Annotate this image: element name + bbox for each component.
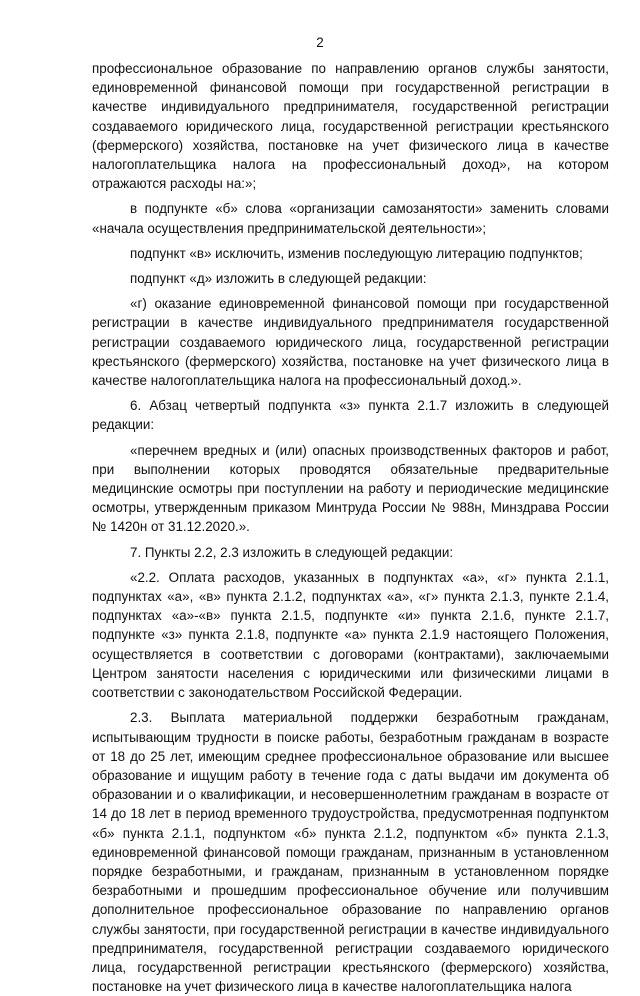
paragraph-6: 6. Абзац четвертый подпункта «з» пункта 2.1.7 изложить в следующей редакции: [92,398,609,433]
paragraph-7: «перечнем вредных и (или) опасных производственных факторов и работ, при выполнении которых проводятся обязательные предварительные медицинские осмотры при поступлении на работу и периодические медицинские осмотры, утвержденным приказом Минтруда России № 988н, Минздрава России № 1420н от 31.12.2020.». [92,442,609,535]
page-number: 2 [316,35,324,50]
paragraph-3: подпункт «в» исключить, изменив последующую литерацию подпунктов; [130,245,583,261]
paragraph-9: «2.2. Оплата расходов, указанных в подпунктах «а», «г» пункта 2.1.1, подпунктах «а», «в» пункта 2.1.2, подпунктах «а», «г» пункта 2.1.3, пункте 2.1.4, подпунктах «а»-«в» пункта 2.1.5, подпункте «и» пункта 2.1.6, пункте 2.1.7, подпункте «з» пункта 2.1.8, подпункте «а» пункта 2.1.9 настоящего Положения, осуществляется в соответствии с договорами (контрактами), заключаемыми Центром занятости населения с юридическими или физическими лицами в соответствии с законодательством Российской Федерации. [92,569,609,701]
paragraph-10: 2.3. Выплата материальной поддержки безработным гражданам, испытывающим трудности в поиске работы, безработным гражданам в возрасте от 18 до 25 лет, имеющим среднее профессиональное образование или высшее образование и ищущим работу в течение года с даты выдачи им документа об образовании и о квалификации, и несовершеннолетним гражданам в возрасте от 14 до 18 лет в период временного трудоустройства, предусмотренная подпунктом «б» пункта 2.1.1, подпунктом «б» пункта 2.1.2, подпунктом «б» пункта 2.1.3, единовременной финансовой помощи гражданам, признанным в установленном порядке безработными, и гражданам, признанным в установленном порядке безработными и прошедшим профессиональное обучение или получившим дополнительное профессиональное образование по направлению органов службы занятости, при государственной регистрации в качестве индивидуального предпринимателя, государственной регистрации создаваемого юридического лица, государственной регистрации крестьянского (фермерского) хозяйства, постановке на учет физического лица в качестве налогоплательщика налога [92,710,609,995]
paragraph-4: подпункт «д» изложить в следующей редакции: [130,271,427,287]
document-body [92,59,609,996]
paragraph-5: «г) оказание единовременной финансовой помощи при государственной регистрации в качестве индивидуального предпринимателя государственной регистрации создаваемого юридического лица, государственной регистрации крестьянского (фермерского) хозяйства, постановке на учет физического лица в качестве налогоплательщика налога на профессиональный доход.». [92,296,609,389]
paragraph-8: 7. Пункты 2.2, 2.3 изложить в следующей редакции: [130,544,454,560]
paragraph-2: в подпункте «б» слова «организации самозанятости» заменить словами «начала осуществления предпринимательской деятельности»; [92,201,609,236]
paragraph-1: профессиональное образование по направлению органов службы занятости, единовременной финансовой помощи при государственной регистрации в качестве индивидуального предпринимателя, государственной регистрации создаваемого юридического лица, государственной регистрации крестьянского (фермерского) хозяйства, постановке на учет физического лица в качестве налогоплательщика налога на профессиональный доход», на котором отражаются расходы на:»; [92,61,609,192]
